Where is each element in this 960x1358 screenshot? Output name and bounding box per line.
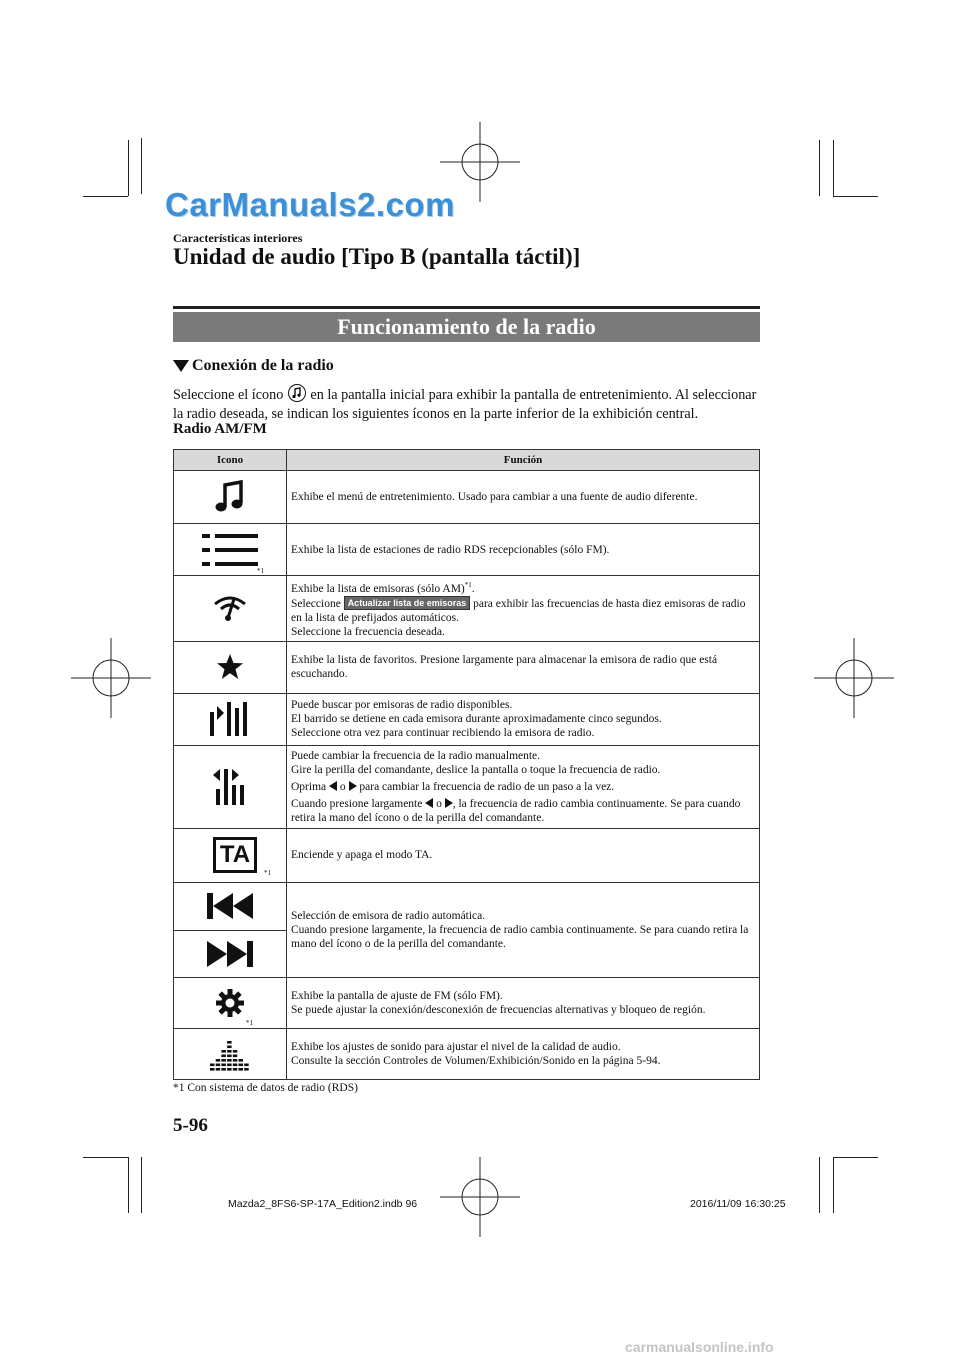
intro-paragraph <box>173 384 763 424</box>
table-header-function: Función <box>287 450 760 471</box>
equalizer-bar-segment <box>221 1063 226 1066</box>
footnote-marker: *1 <box>264 869 271 878</box>
equalizer-bar-segment <box>221 1059 226 1062</box>
equalizer-bar-segment <box>227 1041 232 1044</box>
function-description: Selección de emisora de radio automática. Cuando presione largamente, la frecuencia de radio cambia continuamente. Se para cuando retira la mano del ícono o de la perilla del comandante. <box>287 882 760 977</box>
function-description: Exhibe la lista de estaciones de radio RDS recepcionables (sólo FM). <box>287 524 760 576</box>
table-row <box>174 1028 760 1079</box>
registration-mark <box>71 638 151 718</box>
triangle-down-icon <box>173 360 189 372</box>
table-row <box>174 882 760 977</box>
footnote-marker: *1 <box>246 1018 253 1027</box>
function-description: Puede cambiar la frecuencia de la radio manualmente. Gire la perilla del comandante, deslice la pantalla o toque la frecuencia de radio. Oprima o para cambiar la frecuencia de radio de un paso a la vez. Cuando presione largamente o , la frecuencia de radio cambia continuamente. Se para cuando retira la mano del ícono o de la perilla del comandante. <box>287 745 760 828</box>
skip-back-icon <box>207 893 253 919</box>
equalizer-bar-segment <box>216 1063 221 1066</box>
table-row <box>174 641 760 693</box>
equalizer-icon <box>210 1037 250 1071</box>
skip-forward-icon <box>207 941 253 967</box>
imprint-date: 2016/11/09 16:30:25 <box>690 1198 786 1210</box>
intro-text-before: Seleccione el ícono <box>173 387 284 403</box>
function-description: Exhibe la lista de favoritos. Presione largamente para almacenar la emisora de radio que está escuchando. <box>287 641 760 693</box>
music-note-icon <box>215 480 245 514</box>
imprint-file: Mazda2_8FS6-SP-17A_Edition2.indb 96 <box>228 1198 418 1210</box>
crop-mark <box>128 140 129 196</box>
arrow-right-icon <box>349 781 357 791</box>
function-description: Exhibe los ajustes de sonido para ajustar el nivel de la calidad de audio. Consulte la sección Controles de Volumen/Exhibición/Sonido en la página 5-94. <box>287 1028 760 1079</box>
crop-mark <box>819 1157 820 1213</box>
music-note-icon <box>287 384 307 402</box>
crop-mark <box>819 140 820 196</box>
equalizer-bar-segment <box>221 1050 226 1053</box>
subsection-title: Conexión de la radio <box>192 357 334 374</box>
icon-function-table <box>173 449 760 1080</box>
intro-text-after: en la pantalla inicial para exhibir la pantalla de entretenimiento. Al seleccionar la radio deseada, se indican los siguientes íconos en la parte inferior de la exhibición central. <box>173 387 757 422</box>
equalizer-bar-segment <box>244 1068 249 1071</box>
arrow-left-icon <box>425 798 433 808</box>
crop-mark <box>833 196 878 197</box>
function-description: Enciende y apaga el modo TA. <box>287 828 760 882</box>
antenna-icon <box>213 594 247 622</box>
crop-mark <box>833 140 834 196</box>
subsection-heading <box>173 357 334 375</box>
equalizer-bar-segment <box>216 1068 221 1071</box>
table-row <box>174 828 760 882</box>
footnote-marker: *1 <box>464 581 472 589</box>
function-description: Exhibe el menú de entretenimiento. Usado para cambiar a una fuente de audio diferente. <box>287 471 760 524</box>
table-row <box>174 977 760 1028</box>
crop-mark <box>833 1157 878 1158</box>
equalizer-bar-segment <box>233 1063 238 1066</box>
equalizer-bar-segment <box>233 1054 238 1057</box>
arrow-right-icon <box>445 798 453 808</box>
equalizer-bar-segment <box>221 1054 226 1057</box>
equalizer-bar-segment <box>239 1063 244 1066</box>
table-header-row <box>174 450 760 471</box>
registration-mark <box>440 1157 520 1237</box>
list-icon <box>202 533 258 567</box>
watermark-footer: carmanualsonline.info <box>625 1339 774 1355</box>
equalizer-bar-segment <box>227 1068 232 1071</box>
equalizer-bar-segment <box>233 1050 238 1053</box>
crop-mark <box>833 1157 834 1213</box>
table-row <box>174 471 760 524</box>
chapter-title: Unidad de audio [Tipo B (pantalla táctil)] <box>173 244 581 269</box>
equalizer-bar-segment <box>239 1059 244 1062</box>
crop-mark <box>83 1157 128 1158</box>
page-number: 5-96 <box>173 1115 208 1136</box>
table-header-icon: Icono <box>174 450 287 471</box>
section-label: Características interiores <box>173 231 303 245</box>
footnote: *1 Con sistema de datos de radio (RDS) <box>173 1082 358 1094</box>
watermark-logo: CarManuals2.com <box>165 186 455 223</box>
equalizer-bar-segment <box>216 1059 221 1062</box>
equalizer-bar-segment <box>210 1063 215 1066</box>
tune-icon <box>213 769 247 805</box>
radio-heading: Radio AM/FM <box>173 421 267 437</box>
scan-icon <box>210 702 250 736</box>
crop-mark <box>83 196 128 197</box>
function-description: Puede buscar por emisoras de radio disponibles. El barrido se detiene en cada emisora durante aproximadamente cinco segundos. Seleccione otra vez para continuar recibiendo la emisora de radio. <box>287 693 760 745</box>
footnote-marker: *1 <box>257 566 264 575</box>
table-row <box>174 524 760 576</box>
equalizer-bar-segment <box>227 1063 232 1066</box>
star-icon <box>216 653 244 681</box>
update-station-list-button: Actualizar lista de emisoras <box>344 596 471 610</box>
crop-mark <box>141 138 142 194</box>
ta-icon: TA <box>213 837 257 873</box>
registration-mark <box>814 638 894 718</box>
equalizer-bar-segment <box>221 1068 226 1071</box>
equalizer-bar-segment <box>227 1059 232 1062</box>
gear-icon <box>216 989 244 1017</box>
table-row <box>174 693 760 745</box>
table-row <box>174 745 760 828</box>
function-description: Exhibe la pantalla de ajuste de FM (sólo FM). Se puede ajustar la conexión/desconexión de frecuencias alternativas y bloqueo de región. <box>287 977 760 1028</box>
equalizer-bar-segment <box>227 1054 232 1057</box>
equalizer-bar-segment <box>244 1063 249 1066</box>
arrow-left-icon <box>329 781 337 791</box>
section-banner: Funcionamiento de la radio <box>173 312 760 342</box>
equalizer-bar-segment <box>233 1068 238 1071</box>
equalizer-bar-segment <box>239 1068 244 1071</box>
crop-mark <box>141 1157 142 1213</box>
equalizer-bar-segment <box>227 1045 232 1048</box>
table-row <box>174 576 760 642</box>
chapter-rule <box>173 306 760 309</box>
crop-mark <box>128 1157 129 1213</box>
equalizer-bar-segment <box>233 1059 238 1062</box>
equalizer-bar-segment <box>227 1050 232 1053</box>
function-description: Exhibe la lista de emisoras (sólo AM)$^{*1}$. Seleccione Actualizar lista de emisoras para exhibir las frecuencias de hasta diez emisoras de radio en la lista de prefijados automáticos. Seleccione la frecuencia deseada. <box>287 576 760 642</box>
equalizer-bar-segment <box>210 1068 215 1071</box>
